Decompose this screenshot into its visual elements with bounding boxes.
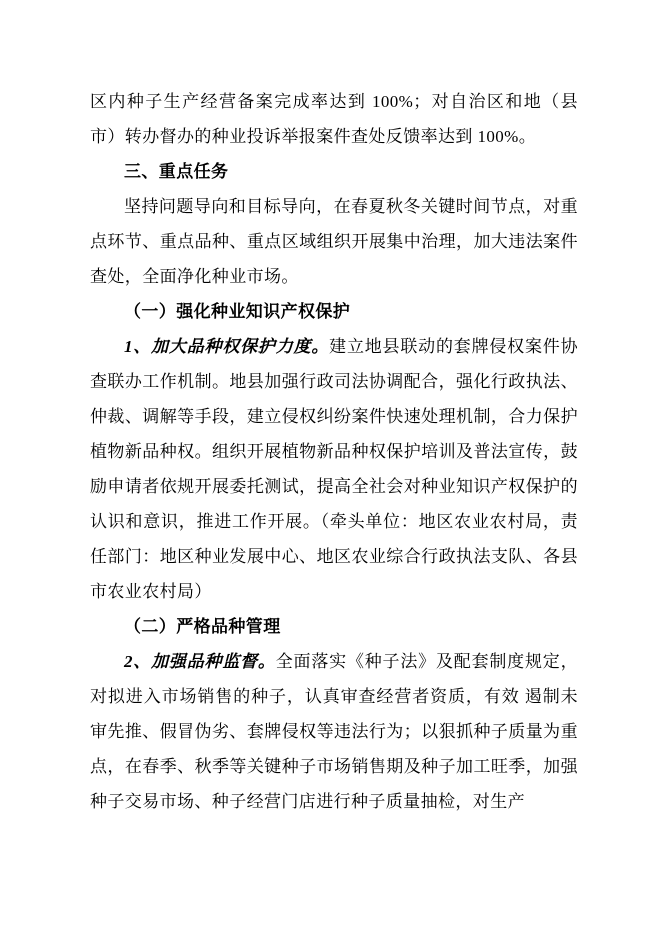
text-run: 建立地县联动的套牌侵权案件协查联办工作机制。地县加强行政司法协调配合，强化行政执法、仲裁、调解等手段，建立侵权纠纷案件快速处理机制，合力保护植物新品种权。组织开展植物新品种权保护培训及普法宣传，鼓励申请者依规开展委托测试，提高全社会对种业知识产权保护的认识和意识，推进工作开展。（牵头单位：地区农业农村局，责任部门：地区种业发展中心、地区农业综合行政执法支队、各县市农业农村局） bbox=[90, 337, 578, 601]
text-run: 2、加强品种监督。 bbox=[124, 652, 276, 671]
paragraph bbox=[90, 644, 578, 819]
paragraph bbox=[90, 294, 578, 329]
text-run: 1、加大品种权保护力度。 bbox=[124, 337, 330, 356]
paragraph bbox=[90, 609, 578, 644]
paragraph bbox=[90, 329, 578, 609]
paragraph bbox=[90, 84, 578, 154]
text-run: 三、重点任务 bbox=[124, 162, 229, 181]
text-run: 区内种子生产经营备案完成率达到 100%；对自治区和地（县市）转办督办的种业投诉举报案件查处反馈率达到 100%。 bbox=[90, 92, 578, 146]
paragraph bbox=[90, 154, 578, 189]
document-body bbox=[90, 84, 578, 819]
text-run: 坚持问题导向和目标导向，在春夏秋冬关键时间节点，对重点环节、重点品种、重点区域组织开展集中治理，加大违法案件查处，全面净化种业市场。 bbox=[90, 197, 578, 286]
text-run: 全面落实《种子法》及配套制度规定，对拟进入市场销售的种子，认真审查经营者资质，有效 遏制未审先推、假冒伪劣、套牌侵权等违法行为；以狠抓种子质量为重点，在春季、秋季等关键种子市场销售期及种子加工旺季，加强种子交易市场、种子经营门店进行种子质量抽检，对生产 bbox=[90, 652, 578, 811]
paragraph bbox=[90, 189, 578, 294]
text-run: （二）严格品种管理 bbox=[124, 617, 281, 636]
text-run: （一）强化种业知识产权保护 bbox=[124, 302, 351, 321]
